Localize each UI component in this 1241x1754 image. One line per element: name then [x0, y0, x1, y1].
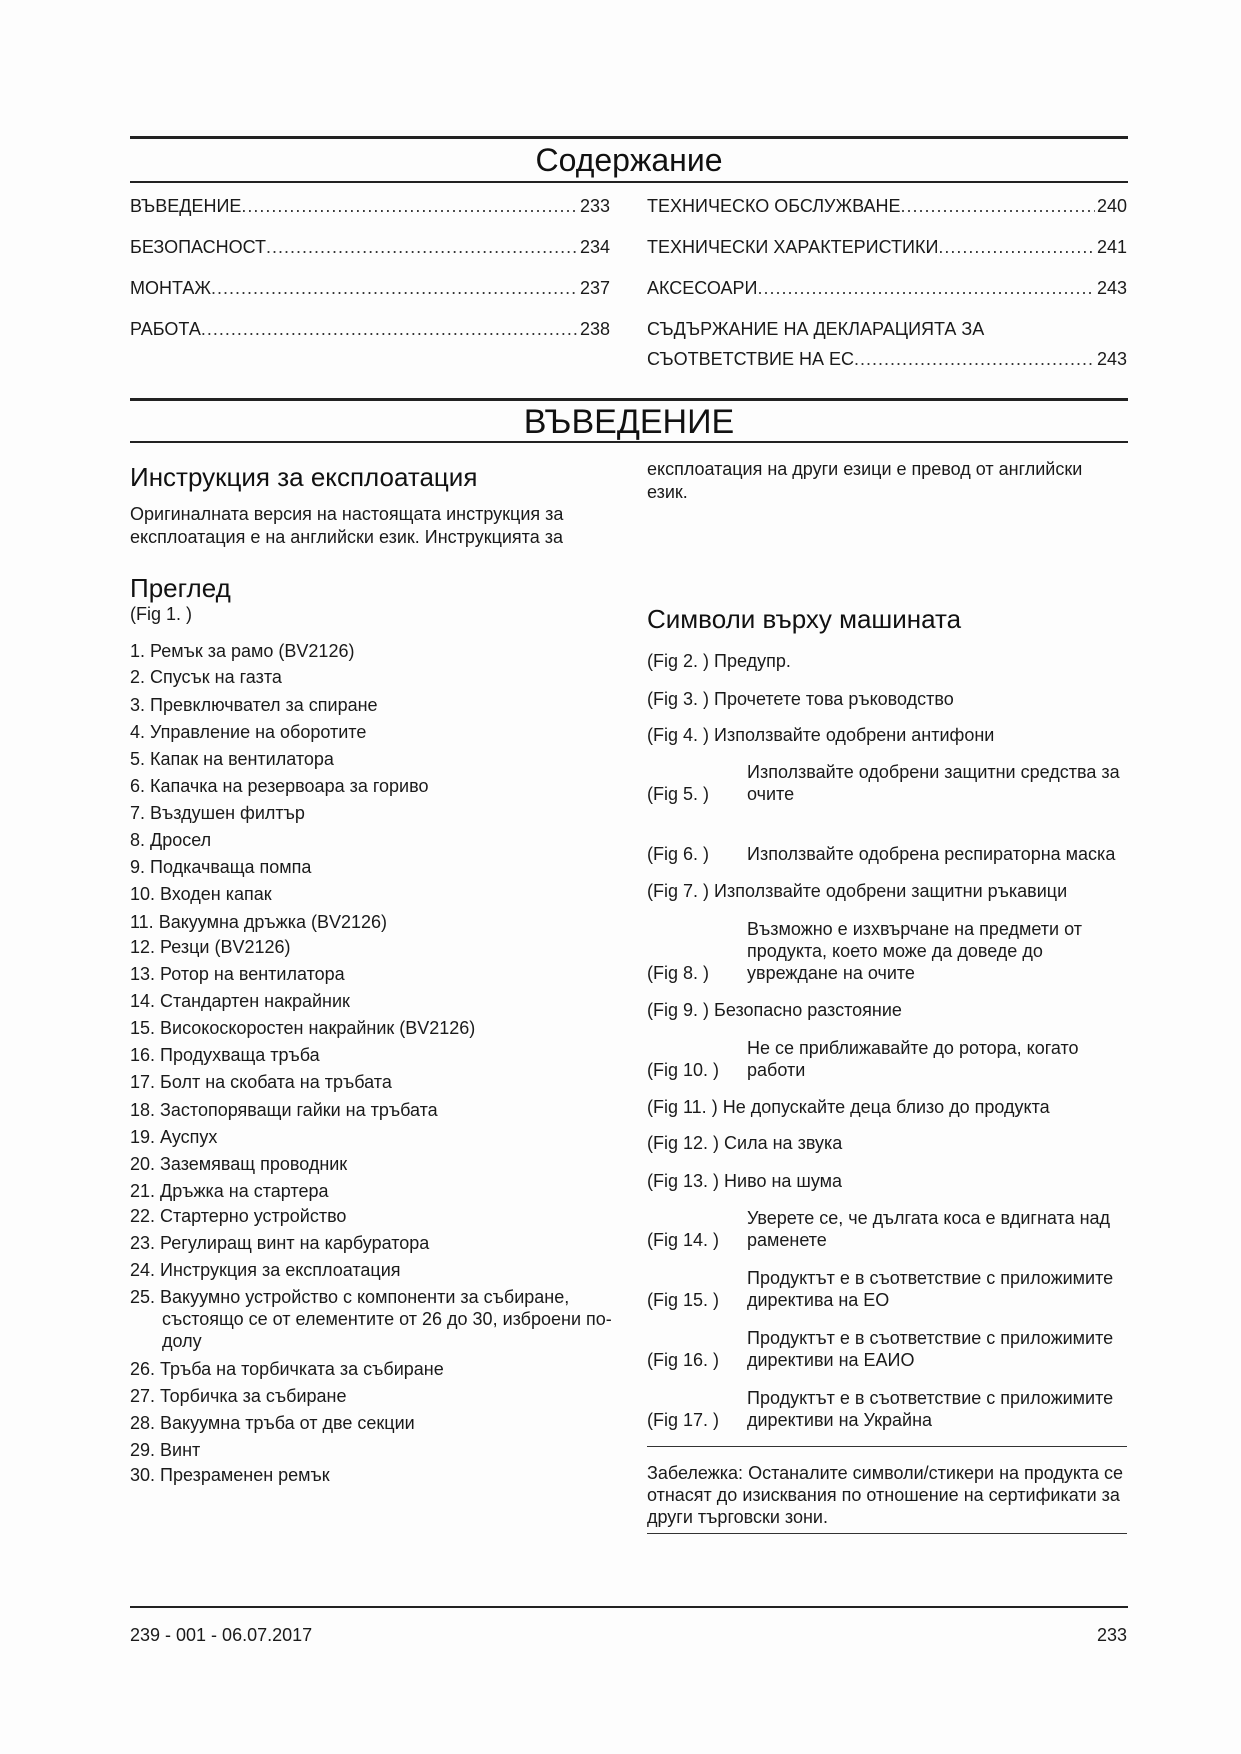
symbol-row — [647, 918, 1127, 984]
section-title-rule — [130, 441, 1128, 443]
toc-entry-label: СЪОТВЕТСТВИЕ НА ЕС — [647, 349, 854, 369]
list-item: 24. Инструкция за експлоатация — [130, 1260, 401, 1280]
manual-text-left: Оригиналната версия на настоящата инструкция за експлоатация е на английски език. Инструкцията за — [130, 504, 564, 547]
symbol-text: Възможно е изхвърчане на предмети от продукта, което може да доведе до увреждане на очите — [747, 919, 1082, 983]
list-item: 26. Тръба на торбичката за събиране — [130, 1359, 444, 1379]
symbol-fig-ref: (Fig 4. ) — [647, 725, 710, 745]
manual-text-right: експлоатация на други езици е превод от английски език. — [647, 459, 1083, 502]
list-item: 12. Резци (BV2126) — [130, 937, 291, 957]
symbols-heading: Символи върху машината — [647, 604, 962, 634]
footer-doc-id: 239 - 001 - 06.07.2017 — [130, 1625, 313, 1645]
toc-entry[interactable] — [647, 196, 1127, 217]
list-item: 22. Стартерно устройство — [130, 1206, 347, 1226]
symbol-text: Не допускайте деца близо до продукта — [722, 1097, 1050, 1117]
symbol-text: Продуктът е в съответствие с приложимите директива на ЕО — [747, 1268, 1114, 1310]
toc-entry-page: 241 — [1096, 237, 1127, 257]
toc-entry[interactable] — [647, 278, 1127, 299]
symbol-row — [647, 1267, 1127, 1311]
list-item: 5. Капак на вентилатора — [130, 749, 334, 769]
symbol-text: Безопасно разстояние — [714, 1000, 902, 1020]
symbol-text: Не се приближавайте до ротора, когато работи — [747, 1038, 1079, 1080]
symbol-row — [647, 1170, 1127, 1192]
symbol-row — [647, 688, 1127, 710]
overview-heading: Преглед — [130, 573, 231, 603]
note-bottom-rule — [647, 1533, 1127, 1534]
section-top-rule — [130, 398, 1128, 401]
symbol-text: Използвайте одобрени защитни средства за очите — [747, 762, 1120, 804]
symbol-fig-ref: (Fig 9. ) — [647, 1000, 710, 1020]
list-item: 19. Ауспух — [130, 1127, 218, 1147]
symbol-fig-ref: (Fig 13. ) — [647, 1171, 720, 1191]
list-item: 8. Дросел — [130, 830, 212, 850]
toc-entry-label: ТЕХНИЧЕСКИ ХАРАКТЕРИСТИКИ — [647, 237, 939, 257]
toc-entry-label: ТЕХНИЧЕСКО ОБСЛУЖВАНЕ — [647, 196, 901, 216]
symbol-row — [647, 1387, 1127, 1431]
manual-heading: Инструкция за експлоатация — [130, 462, 478, 492]
overview-fig-ref: (Fig 1. ) — [130, 604, 193, 624]
symbol-fig-ref: (Fig 15. ) — [647, 1290, 720, 1310]
symbol-text: Сила на звука — [724, 1133, 843, 1153]
symbol-text: Използвайте одобрени защитни ръкавици — [714, 881, 1068, 901]
toc-entry-label: РАБОТА — [130, 319, 201, 339]
toc-entry-page: 243 — [1096, 349, 1127, 369]
footer-rule — [130, 1606, 1128, 1608]
symbol-row — [647, 880, 1127, 902]
note-label: Забележка: — [647, 1463, 744, 1483]
toc-entry-label-line1[interactable]: СЪДЪРЖАНИЕ НА ДЕКЛАРАЦИЯТА ЗА — [647, 319, 985, 339]
toc-entry[interactable] — [130, 278, 610, 299]
list-item: 30. Презраменен ремък — [130, 1465, 330, 1485]
symbol-text: Прочетете това ръководство — [714, 689, 954, 709]
note-text: Останалите символи/стикери на продукта се отнасят до изисквания по отношение на сертификати за други търговски зони. — [647, 1463, 1124, 1527]
list-item: 3. Превключвател за спиране — [130, 695, 378, 715]
toc-title-rule — [130, 181, 1128, 183]
symbol-text: Продуктът е в съответствие с приложимите директиви на Украйна — [747, 1388, 1114, 1430]
symbol-text: Използвайте одобрена респираторна маска — [747, 844, 1116, 864]
symbol-text: Предупр. — [714, 651, 791, 671]
toc-leader — [938, 237, 1095, 258]
symbol-fig-ref: (Fig 10. ) — [647, 1060, 720, 1080]
toc-entry-label: АКСЕСОАРИ — [647, 278, 758, 298]
toc-entry-page: 233 — [579, 196, 610, 216]
toc-entry-page: 237 — [579, 278, 610, 298]
list-item: 17. Болт на скобата на тръбата — [130, 1072, 392, 1092]
list-item: 23. Регулиращ винт на карбуратора — [130, 1233, 430, 1253]
toc-entry-label: МОНТАЖ — [130, 278, 212, 298]
toc-entry-label: ВЪВЕДЕНИЕ — [130, 196, 242, 216]
symbol-fig-ref: (Fig 5. ) — [647, 784, 710, 804]
list-item: 6. Капачка на резервоара за гориво — [130, 776, 429, 796]
symbol-row — [647, 1132, 1127, 1154]
symbol-row — [647, 1096, 1127, 1118]
parts-list — [130, 640, 620, 1491]
toc-title: Содержание — [535, 142, 723, 178]
list-item: 29. Винт — [130, 1440, 201, 1460]
note-top-rule — [647, 1446, 1127, 1447]
symbol-fig-ref: (Fig 17. ) — [647, 1410, 720, 1430]
symbol-text: Продуктът е в съответствие с приложимите директиви на ЕАИО — [747, 1328, 1114, 1370]
list-item: 9. Подкачваща помпа — [130, 857, 312, 877]
list-item: 16. Продухваща тръба — [130, 1045, 320, 1065]
list-item: 13. Ротор на вентилатора — [130, 964, 345, 984]
list-item: 21. Дръжка на стартера — [130, 1181, 329, 1201]
toc-entry-label: БЕЗОПАСНОСТ — [130, 237, 267, 257]
symbol-row — [647, 1207, 1127, 1251]
page-number: 233 — [1096, 1625, 1127, 1645]
list-item: 15. Високоскоростен накрайник (BV2126) — [130, 1018, 476, 1038]
toc-entry-page: 234 — [579, 237, 610, 257]
toc-entry[interactable] — [647, 349, 1127, 370]
toc-leader — [201, 319, 578, 340]
symbol-fig-ref: (Fig 11. ) — [647, 1097, 718, 1117]
list-item: 14. Стандартен накрайник — [130, 991, 350, 1011]
symbol-fig-ref: (Fig 6. ) — [647, 844, 710, 864]
toc-top-rule — [130, 136, 1128, 139]
toc-entry[interactable] — [130, 319, 610, 340]
symbol-row — [647, 821, 1127, 865]
symbol-fig-ref: (Fig 3. ) — [647, 689, 710, 709]
symbol-row — [647, 650, 1127, 672]
symbol-fig-ref: (Fig 2. ) — [647, 651, 710, 671]
list-item: 28. Вакуумна тръба от две секции — [130, 1413, 415, 1433]
symbol-row — [647, 724, 1127, 746]
list-item: 18. Застопоряващи гайки на тръбата — [130, 1100, 438, 1120]
section-title: ВЪВЕДЕНИЕ — [523, 403, 735, 441]
toc-leader — [266, 237, 578, 258]
symbol-text: Използвайте одобрени антифони — [714, 725, 995, 745]
toc-leader — [901, 196, 1095, 217]
symbol-text: Ниво на шума — [724, 1171, 843, 1191]
symbol-fig-ref: (Fig 16. ) — [647, 1350, 720, 1370]
symbol-row — [647, 1327, 1127, 1371]
list-item: 2. Спусък на газта — [130, 667, 282, 687]
note-box — [647, 1462, 1127, 1528]
toc-entry[interactable] — [130, 196, 610, 217]
symbol-fig-ref: (Fig 7. ) — [647, 881, 710, 901]
toc-leader — [241, 196, 578, 217]
list-item: 20. Заземяващ проводник — [130, 1154, 348, 1174]
toc-entry-page: 238 — [579, 319, 610, 339]
symbol-row — [647, 761, 1127, 805]
toc-entry-page: 243 — [1096, 278, 1127, 298]
symbol-fig-ref: (Fig 14. ) — [647, 1230, 720, 1250]
symbol-fig-ref: (Fig 12. ) — [647, 1133, 720, 1153]
list-item: 27. Торбичка за събиране — [130, 1386, 347, 1406]
toc-entry[interactable] — [130, 237, 610, 258]
symbol-fig-ref: (Fig 8. ) — [647, 963, 710, 983]
symbol-text: Уверете се, че дългата коса е вдигната над раменете — [747, 1208, 1111, 1250]
list-item: 10. Входен капак — [130, 884, 272, 904]
list-item: 1. Ремък за рамо (BV2126) — [130, 641, 355, 661]
list-item: 25. Вакуумно устройство с компоненти за събиране, състоящо се от елементите от 26 до 30, изброени по-долу — [130, 1287, 612, 1351]
list-item: 4. Управление на оборотите — [130, 722, 367, 742]
symbol-row — [647, 999, 1127, 1021]
toc-leader — [211, 278, 578, 299]
symbol-row — [647, 1037, 1127, 1081]
list-item: 7. Въздушен филтър — [130, 803, 305, 823]
toc-leader — [757, 278, 1095, 299]
list-item: 11. Вакуумна дръжка (BV2126) — [130, 912, 388, 932]
toc-entry[interactable] — [647, 237, 1127, 258]
toc-entry-page: 240 — [1096, 196, 1127, 216]
toc-leader — [854, 349, 1095, 370]
